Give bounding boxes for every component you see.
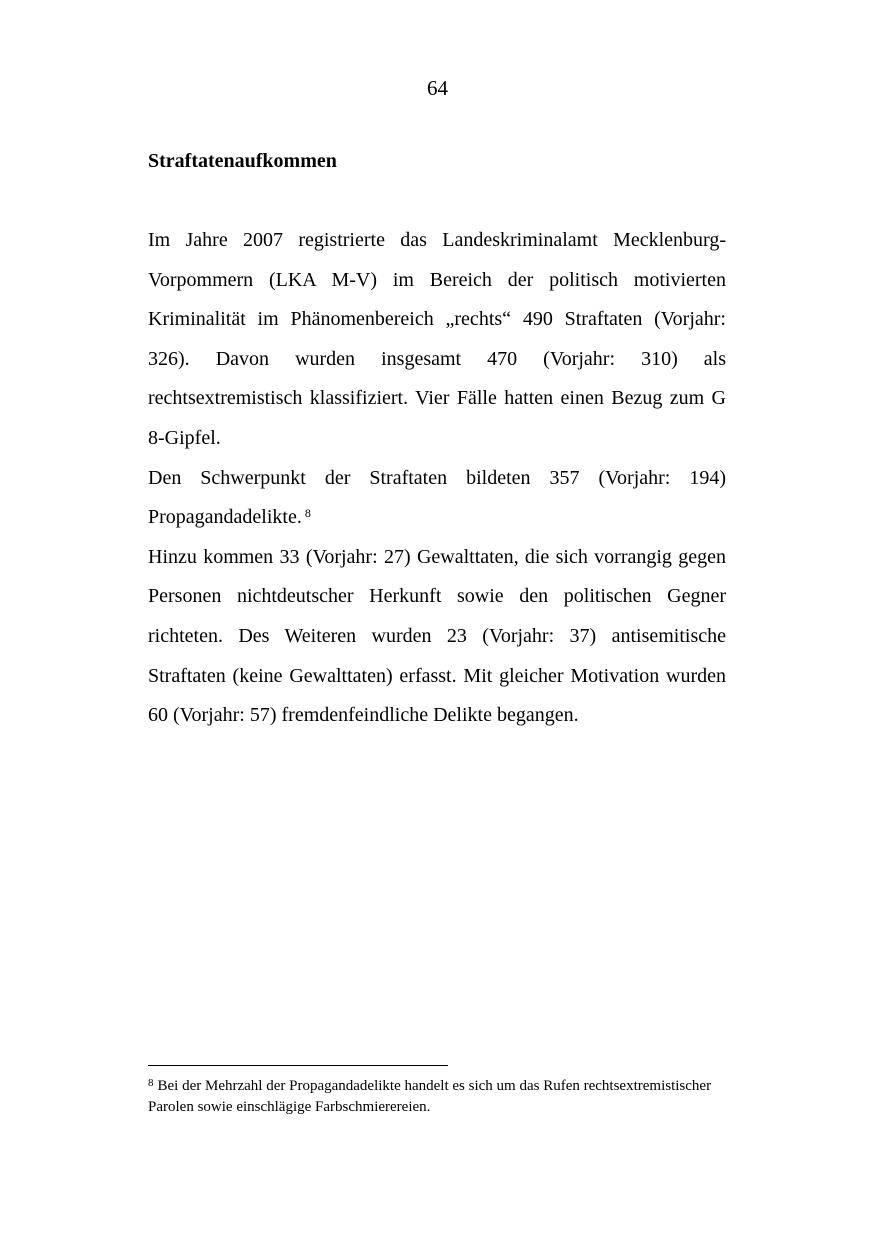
- footnote-text: Bei der Mehrzahl der Propagandadelikte handelt es sich um das Rufen rechtsextremistischer Parolen sowie einschlägige Farbschmierereien.: [148, 1078, 712, 1115]
- section-heading: Straftatenaufkommen: [148, 150, 337, 172]
- footnote: [148, 1076, 728, 1118]
- paragraph-2: [148, 459, 726, 538]
- page-number: 64: [427, 76, 448, 100]
- footnote-number: 8: [148, 1077, 154, 1089]
- footnote-reference: 8: [304, 506, 311, 521]
- paragraph-2-text: Den Schwerpunkt der Straftaten bildeten 357 (Vorjahr: 194) Propagandadelikte.: [148, 466, 726, 529]
- footnote-separator: [148, 1065, 448, 1066]
- body-text: [148, 221, 726, 736]
- paragraph-3: Hinzu kommen 33 (Vorjahr: 27) Gewalttaten, die sich vorrangig gegen Personen nichtdeutscher Herkunft sowie den politischen Gegner richteten. Des Weiteren wurden 23 (Vorjahr: 37) antisemitische Straftaten (keine Gewalttaten) erfasst. Mit gleicher Motivation wurden 60 (Vorjahr: 57) fremdenfeindliche Delikte begangen.: [148, 545, 726, 727]
- paragraph-1: Im Jahre 2007 registrierte das Landeskriminalamt Mecklenburg-Vorpommern (LKA M-V) im Bereich der politisch motivierten Kriminalität im Phänomenbereich „rechts“ 490 Straftaten (Vorjahr: 326). Davon wurden insgesamt 470 (Vorjahr: 310) als rechtsextremistisch klassifiziert. Vier Fälle hatten einen Bezug zum G 8-Gipfel.: [148, 229, 726, 449]
